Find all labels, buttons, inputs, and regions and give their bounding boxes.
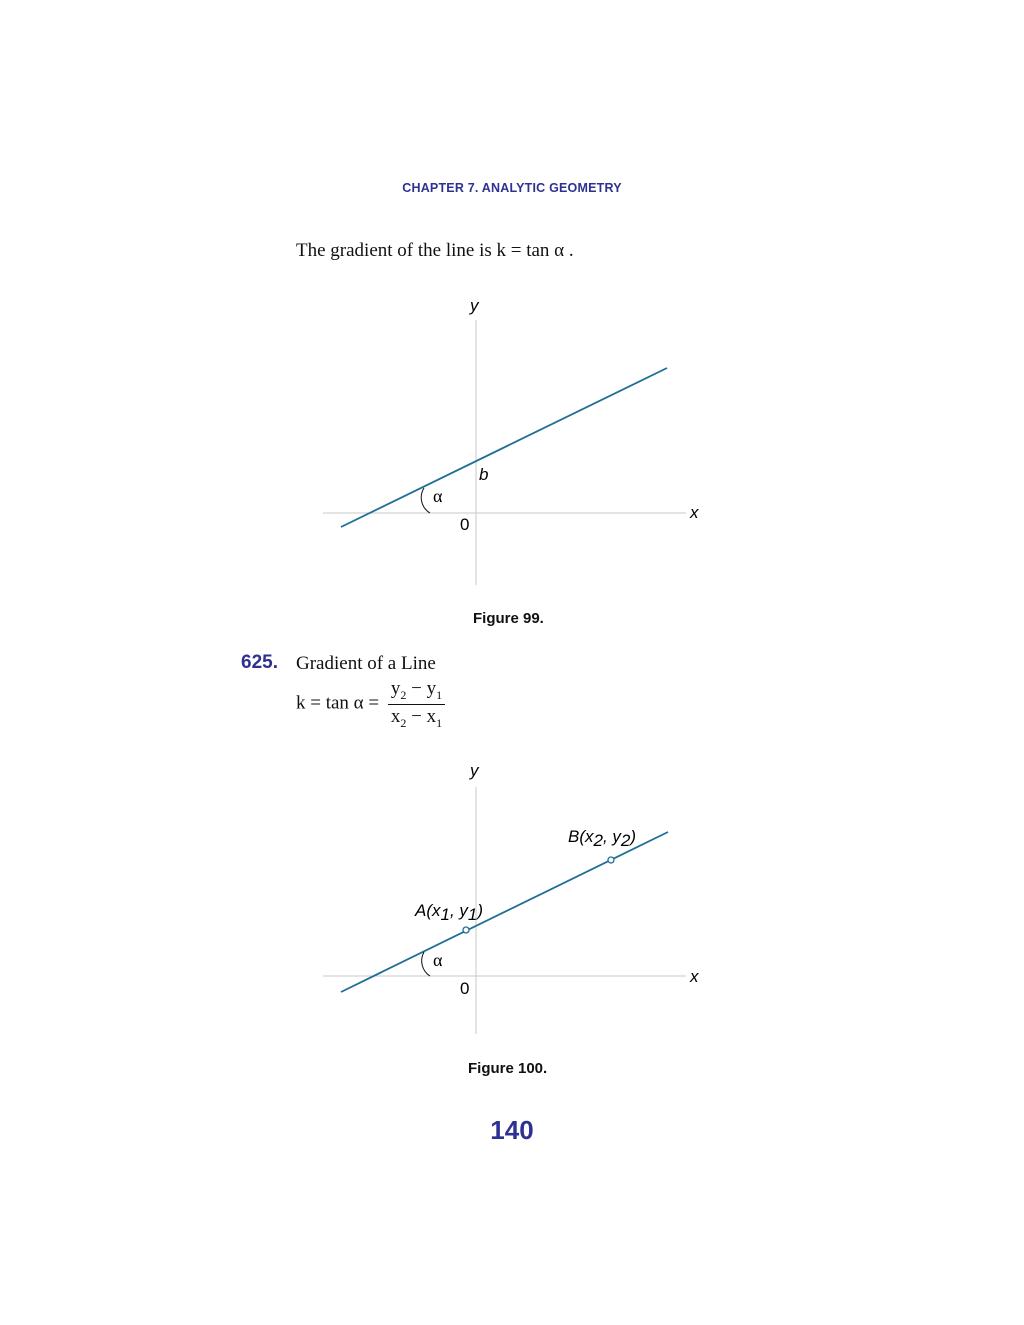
- intro-paragraph: [296, 240, 574, 262]
- num-y2: y: [390, 678, 401, 699]
- num-y1: y: [426, 678, 437, 699]
- figure-99-caption: Figure 99.: [473, 610, 544, 627]
- x-axis-label: x: [690, 503, 699, 522]
- den-minus: −: [406, 705, 427, 727]
- section-number: 625.: [241, 652, 278, 673]
- point-a-marker: [463, 927, 469, 933]
- y-axis-label: y: [470, 296, 479, 315]
- den-x2-sub: 2: [400, 715, 407, 730]
- angle-arc: [421, 488, 430, 513]
- den-x2: x: [390, 705, 401, 727]
- formula-lhs: k = tan α =: [296, 692, 380, 714]
- gradient-formula: [296, 678, 445, 731]
- den-x1-sub: 1: [436, 715, 443, 730]
- angle-label: α: [433, 950, 443, 970]
- intercept-label: b: [479, 465, 489, 484]
- num-minus: −: [406, 678, 427, 699]
- origin-label: 0: [460, 515, 470, 534]
- intro-formula: k = tan α: [496, 240, 565, 261]
- figure-99-diagram: [300, 290, 720, 600]
- figure-100-caption: Figure 100.: [468, 1060, 548, 1077]
- intro-suffix: .: [564, 240, 574, 261]
- section-title: Gradient of a Line: [296, 653, 436, 674]
- angle-label: α: [433, 486, 443, 506]
- y-axis-label: y: [470, 761, 479, 780]
- num-y1-sub: 1: [436, 687, 443, 702]
- den-x1: x: [426, 705, 437, 727]
- chapter-header: CHAPTER 7. ANALYTIC GEOMETRY: [402, 181, 622, 195]
- point-b-marker: [608, 857, 614, 863]
- x-axis-label: x: [690, 967, 699, 986]
- num-y2-sub: 2: [400, 687, 407, 702]
- origin-label: 0: [460, 979, 470, 998]
- point-a-label: A(x1, y1): [415, 901, 484, 924]
- page-number: 140: [490, 1115, 534, 1145]
- angle-arc: [422, 952, 430, 976]
- fraction-denominator: [388, 705, 445, 731]
- intro-prefix: The gradient of the line is: [296, 240, 497, 261]
- figure-100-diagram: [300, 755, 720, 1050]
- gradient-line: [341, 832, 668, 992]
- point-b-label: B(x2, y2): [568, 827, 637, 850]
- fraction-numerator: [388, 678, 445, 705]
- gradient-fraction: [388, 678, 445, 731]
- gradient-line: [341, 368, 667, 527]
